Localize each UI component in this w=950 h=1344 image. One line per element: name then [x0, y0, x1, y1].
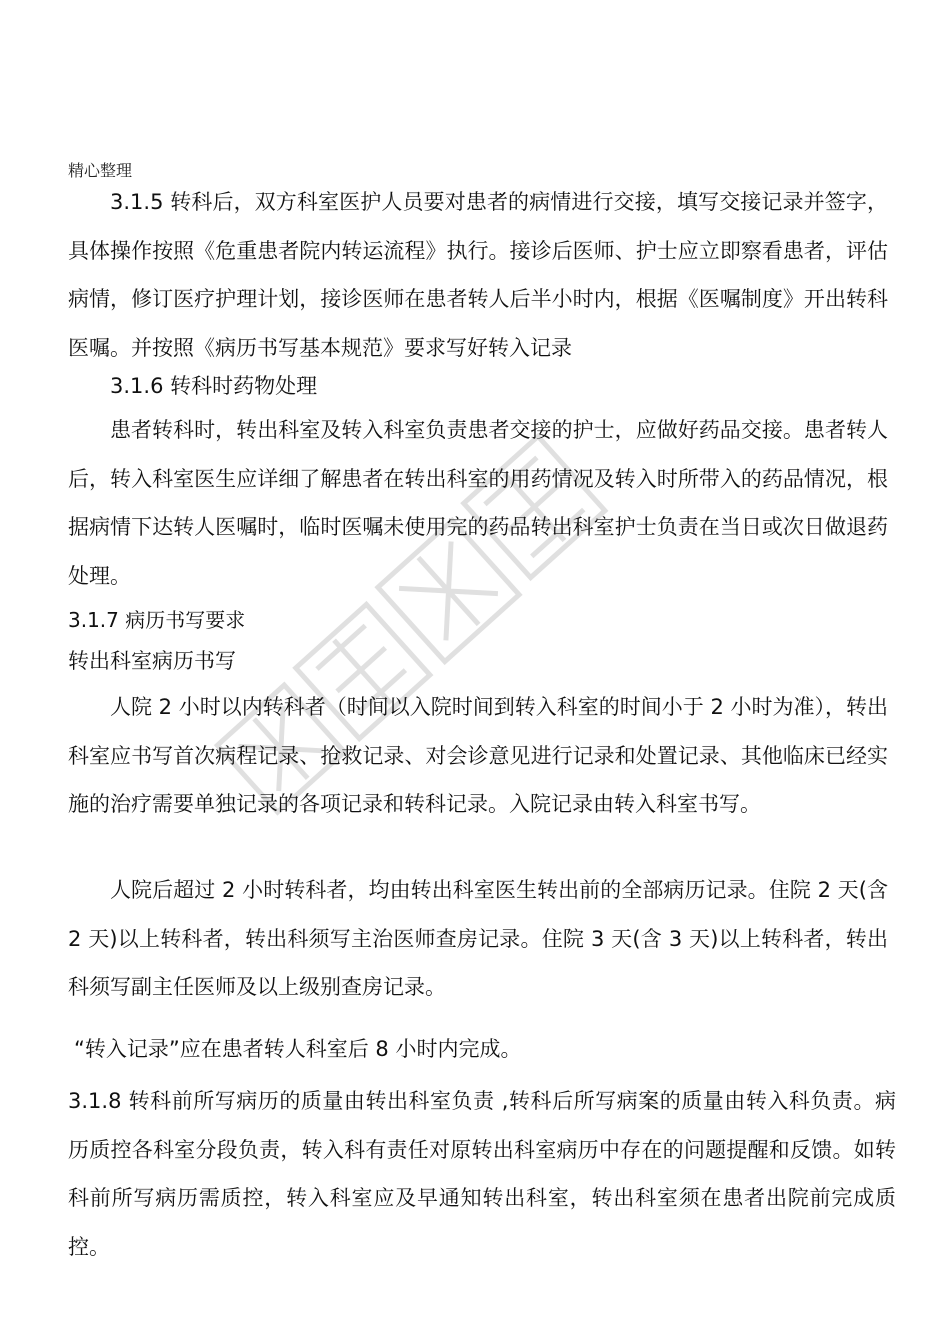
header-note: 精心整理 — [68, 161, 133, 180]
paragraph-over-2-hours: 人院后超过 2 小时转科者，均由转出科室医生转出前的全部病历记录。住院 2 天(含 2 天)以上转科者，转出科须写主治医师查房记录。住院 3 天(含 3 天)以上转科者，转出科须写副主任医师及以上级别查房记录。 — [68, 878, 888, 999]
paragraph-3-1-8: 3.1.8 转科前所写病历的质量由转出科室负责 ,转科后所写病案的质量由转入科负责。病历质控各科室分段负责，转入科有责任对原转出科室病历中存在的问题提醒和反馈。如转科前所写病历需质控，转入科室应及早通知转出科室，转出科室须在患者出院前完成质控。 — [68, 1089, 896, 1259]
subheading-transfer-out-records: 转出科室病历书写 — [68, 649, 236, 673]
section-heading-3-1-7: 3.1.7 病历书写要求 — [68, 608, 246, 632]
section-heading-3-1-6: 3.1.6 转科时药物处理 — [110, 374, 318, 398]
paragraph-3-1-5: 3.1.5 转科后，双方科室医护人员要对患者的病情进行交接，填写交接记录并签字，具体操作按照《危重患者院内转运流程》执行。接诊后医师、护士应立即察看患者，评估病情，修订医疗护理计划，接诊医师在患者转人后半小时内，根据《医嘱制度》开出转科医嘱。并按照《病历书写基本规范》要求写好转入记录 — [68, 190, 888, 360]
paragraph-medication: 患者转科时，转出科室及转入科室负责患者交接的护士，应做好药品交接。患者转人后，转入科室医生应详细了解患者在转出科室的用药情况及转入时所带入的药品情况，根据病情下达转人医嘱时，临时医嘱未使用完的药品转出科室护士负责在当日或次日做退药处理。 — [68, 418, 888, 588]
paragraph-transfer-in-record: “转入记录”应在患者转人科室后 8 小时内完成。 — [74, 1037, 522, 1061]
paragraph-within-2-hours: 人院 2 小时以内转科者（时间以入院时间到转入科室的时间小于 2 小时为准），转出科室应书写首次病程记录、抢救记录、对会诊意见进行记录和处置记录、其他临床已经实施的治疗需要单独记录的各项记录和转科记录。入院记录由转入科室书写。 — [68, 695, 888, 816]
